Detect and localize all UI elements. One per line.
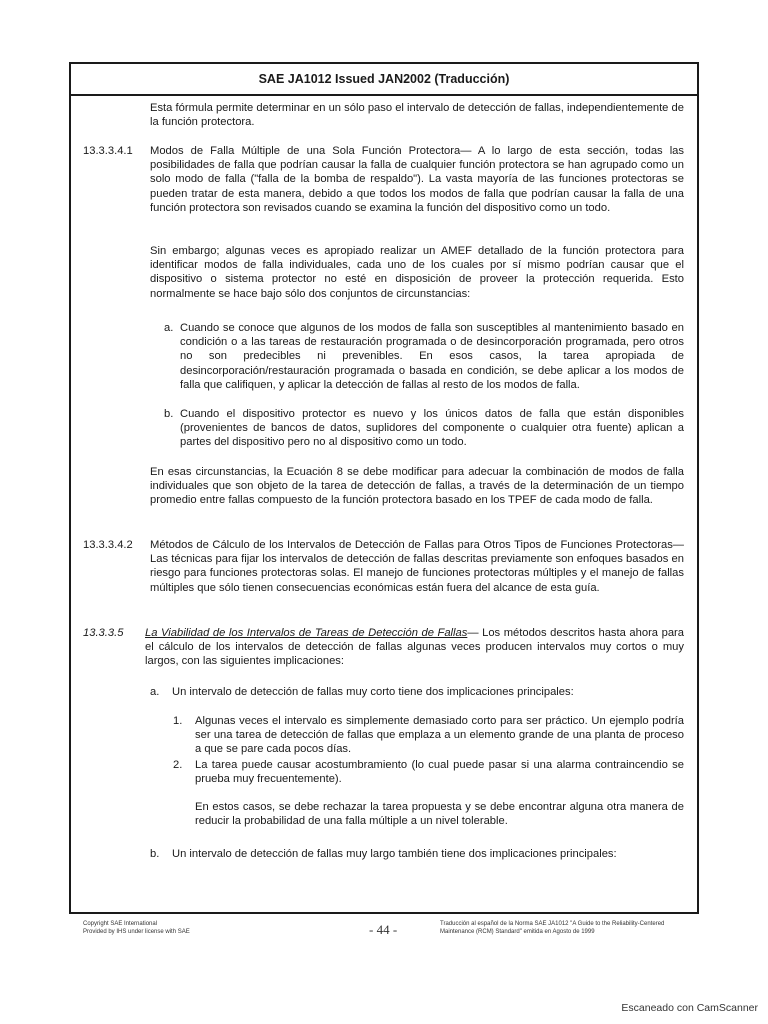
list-label: b.: [164, 408, 174, 420]
list-label: 2.: [173, 759, 183, 771]
list-label: 1.: [173, 715, 183, 727]
section-paragraph: Métodos de Cálculo de los Intervalos de Detección de Fallas para Otros Tipos de Funciones Protectoras— Las técnicas para fijar los intervalos de detección de fallas descritas previamente son enfoques basados en riesgo para funciones protectoras solas. El manejo de funciones protectoras múltiples y el manejo de fallas múltiples que sólo tienen consecuencias económicas están fuera del alcance de esta guía.: [150, 539, 684, 594]
section-paragraph: En estos casos, se debe rechazar la tarea propuesta y se debe encontrar alguna otra manera de reducir la probabilidad de una falla múltiple a un nivel tolerable.: [195, 801, 684, 828]
section-text: Los métodos descritos hasta ahora para el cálculo de los intervalos de detección de fallas algunas veces producen intervalos muy cortos o muy largos, con las siguientes implicaciones:: [145, 627, 684, 668]
section-number: 13.3.3.5: [83, 627, 124, 639]
note-line: Maintenance (RCM) Standard" emitida en Agosto de 1999: [440, 928, 595, 935]
list-item: Cuando el dispositivo protector es nuevo y los únicos datos de falla que están disponibles (provenientes de bancos de datos, suplidores del componente o cualquier otra fuente) aplican a partes del dispositivo pero no al dispositivo como un todo.: [180, 408, 684, 449]
list-label: a.: [164, 322, 174, 334]
list-item: Un intervalo de detección de fallas muy largo también tiene dos implicaciones principales:: [172, 848, 617, 860]
copyright-line: Provided by IHS under license with SAE: [83, 928, 190, 935]
title-dash: —: [467, 627, 479, 639]
list-item: Cuando se conoce que algunos de los modos de falla son susceptibles al mantenimiento basado en condición o a las tareas de restauración programada o de desincorporación programada, pero otros no son predecibles ni prevenibles. En esos casos, la tarea apropiada de desincorporación/restauración programada o basada en condición, se debe aplicar a los modos de falla que califiquen, y aplicar la detección de fallas al resto de los modos de falla.: [180, 322, 684, 391]
footer-note: [440, 921, 690, 936]
section-paragraph: [145, 626, 684, 669]
footer-copyright: [83, 921, 190, 936]
list-item: Algunas veces el intervalo es simplemente demasiado corto para ser práctico. Un ejemplo podría ser una tarea de detección de fallas que emplaza a un elemento grande de una planta de proceso a que se pare cada pocos días.: [195, 715, 684, 756]
list-label: a.: [150, 686, 160, 698]
list-item: La tarea puede causar acostumbramiento (lo cual puede pasar si una alarma contraincendio se prueba muy frecuentemente).: [195, 759, 684, 786]
section-number: 13.3.3.4.2: [83, 539, 133, 551]
section-number: 13.3.3.4.1: [83, 145, 133, 157]
section-paragraph: Modos de Falla Múltiple de una Sola Función Protectora— A lo largo de esta sección, todas las posibilidades de falla que podrían causar la falla de cualquier función protectora se han agrupado como un solo modo de falla ("falla de la bomba de respaldo"). La vasta mayoría de las funciones protectoras se pueden tratar de esta manera, debido a que todos los modos de falla que podrían causar la falla de una función protectora son revisados cuando se examina la función del dispositivo como un todo.: [150, 145, 684, 214]
intro-paragraph: Esta fórmula permite determinar en un sólo paso el intervalo de detección de fallas, independientemente de la función protectora.: [150, 102, 684, 129]
list-label: b.: [150, 848, 160, 860]
section-title: La Viabilidad de los Intervalos de Tareas de Detección de Fallas: [145, 627, 468, 639]
section-paragraph: Sin embargo; algunas veces es apropiado realizar un AMEF detallado de la función protectora para identificar modos de falla individuales, cada uno de los cuales por sí mismo podrían causar que el dispositivo o sistema protector no esté en disposición de proveer la protección requerida. Esto normalmente se hace bajo sólo dos conjuntos de circunstancias:: [150, 245, 684, 300]
section-paragraph: En esas circunstancias, la Ecuación 8 se debe modificar para adecuar la combinación de modos de falla individuales que son objeto de la tarea de detección de fallas, a través de la determinación de un tiempo promedio entre fallas compuesto de la función protectora basado en los TPEF de cada modo de falla.: [150, 466, 684, 507]
page-header: SAE JA1012 Issued JAN2002 (Traducción): [71, 64, 697, 96]
copyright-line: Copyright SAE International: [83, 921, 158, 927]
list-item: Un intervalo de detección de fallas muy corto tiene dos implicaciones principales:: [172, 686, 574, 698]
page-number: - 44 -: [369, 922, 398, 937]
note-line: Traducción al español de la Norma SAE JA1012 "A Guide to the Reliability-Centered: [440, 921, 665, 927]
scanner-watermark: Escaneado con CamScanner: [621, 1002, 758, 1014]
